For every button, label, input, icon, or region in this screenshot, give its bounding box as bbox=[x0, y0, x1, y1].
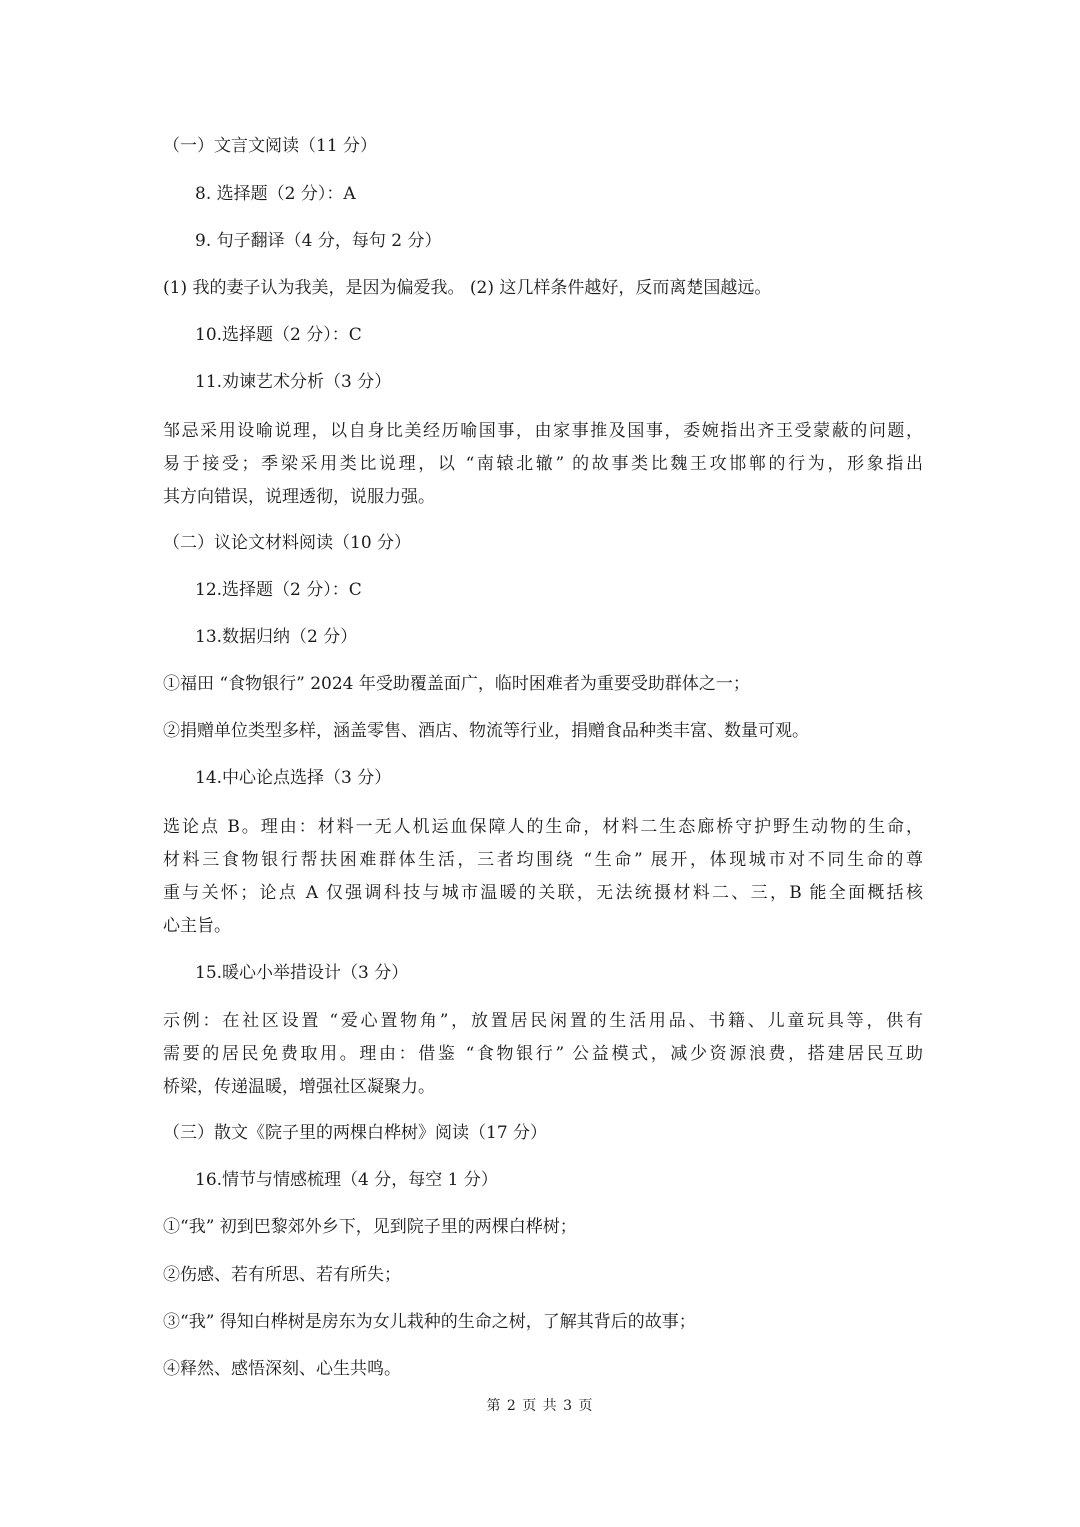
section-heading-prose: （三）散文《院子里的两棵白桦树》阅读（17 分） bbox=[163, 1123, 548, 1143]
answer-q9-translation: (1) 我的妻子认为我美，是因为偏爱我。 (2) 这几样条件越好，反而离楚国越远。 bbox=[163, 278, 772, 298]
answer-q16-item-1: ①“我” 初到巴黎郊外乡下，见到院子里的两棵白桦树； bbox=[163, 1217, 577, 1237]
answer-q16-item-2: ②伤感、若有所思、若有所失； bbox=[163, 1265, 401, 1285]
section-heading-classical-chinese: （一）文言文阅读（11 分） bbox=[163, 136, 378, 156]
answer-q14-line-4: 心主旨。 bbox=[163, 916, 231, 936]
answer-q11-line-1: 邹忌采用设喻说理，以自身比美经历喻国事，由家事推及国事，委婉指出齐王受蒙蔽的问题， bbox=[163, 421, 923, 441]
answer-q13-heading: 13.数据归纳（2 分） bbox=[195, 627, 358, 647]
answer-q13-point-1: ①福田 “食物银行” 2024 年受助覆盖面广，临时困难者为重要受助群体之一； bbox=[163, 674, 750, 694]
answer-q13-point-2: ②捐赠单位类型多样，涵盖零售、酒店、物流等行业，捐赠食品种类丰富、数量可观。 bbox=[163, 721, 809, 741]
answer-q11-line-2: 易于接受；季梁采用类比说理，以 “南辕北辙” 的故事类比魏王攻邯郸的行为，形象指出 bbox=[163, 454, 923, 474]
answer-q15-line-3: 桥梁，传递温暖，增强社区凝聚力。 bbox=[163, 1077, 435, 1097]
answer-q14-line-2: 材料三食物银行帮扶困难群体生活，三者均围绕 “生命” 展开，体现城市对不同生命的尊 bbox=[163, 850, 923, 870]
answer-q14-line-3: 重与关怀；论点 A 仅强调科技与城市温暖的关联，无法统摄材料二、三，B 能全面概括核 bbox=[163, 883, 923, 903]
answer-q16-item-3: ③“我” 得知白桦树是房东为女儿栽种的生命之树，了解其背后的故事； bbox=[163, 1312, 696, 1332]
answer-q15-heading: 15.暖心小举措设计（3 分） bbox=[195, 963, 409, 983]
page-number-footer: 第 2 页 共 3 页 bbox=[486, 1398, 594, 1414]
answer-q12: 12.选择题（2 分）：C bbox=[195, 580, 362, 600]
answer-q14-line-1: 选论点 B。理由：材料一无人机运血保障人的生命，材料二生态廊桥守护野生动物的生命， bbox=[163, 817, 923, 837]
answer-q10: 10.选择题（2 分）：C bbox=[195, 325, 362, 345]
answer-q16-heading: 16.情节与情感梳理（4 分，每空 1 分） bbox=[195, 1170, 498, 1190]
answer-q11-heading: 11.劝谏艺术分析（3 分） bbox=[195, 372, 392, 392]
answer-q14-heading: 14.中心论点选择（3 分） bbox=[195, 768, 392, 788]
answer-q16-item-4: ④释然、感悟深刻、心生共鸣。 bbox=[163, 1359, 401, 1379]
answer-q9-heading: 9. 句子翻译（4 分，每句 2 分） bbox=[195, 231, 442, 251]
answer-q15-line-1: 示例：在社区设置 “爱心置物角”，放置居民闲置的生活用品、书籍、儿童玩具等，供有 bbox=[163, 1011, 923, 1031]
answer-q11-line-3: 其方向错误，说理透彻，说服力强。 bbox=[163, 487, 435, 507]
answer-q15-line-2: 需要的居民免费取用。理由：借鉴 “食物银行” 公益模式，减少资源浪费，搭建居民互助 bbox=[163, 1044, 923, 1064]
answer-q8: 8. 选择题（2 分）：A bbox=[195, 184, 356, 204]
section-heading-argumentative: （二）议论文材料阅读（10 分） bbox=[163, 533, 412, 553]
